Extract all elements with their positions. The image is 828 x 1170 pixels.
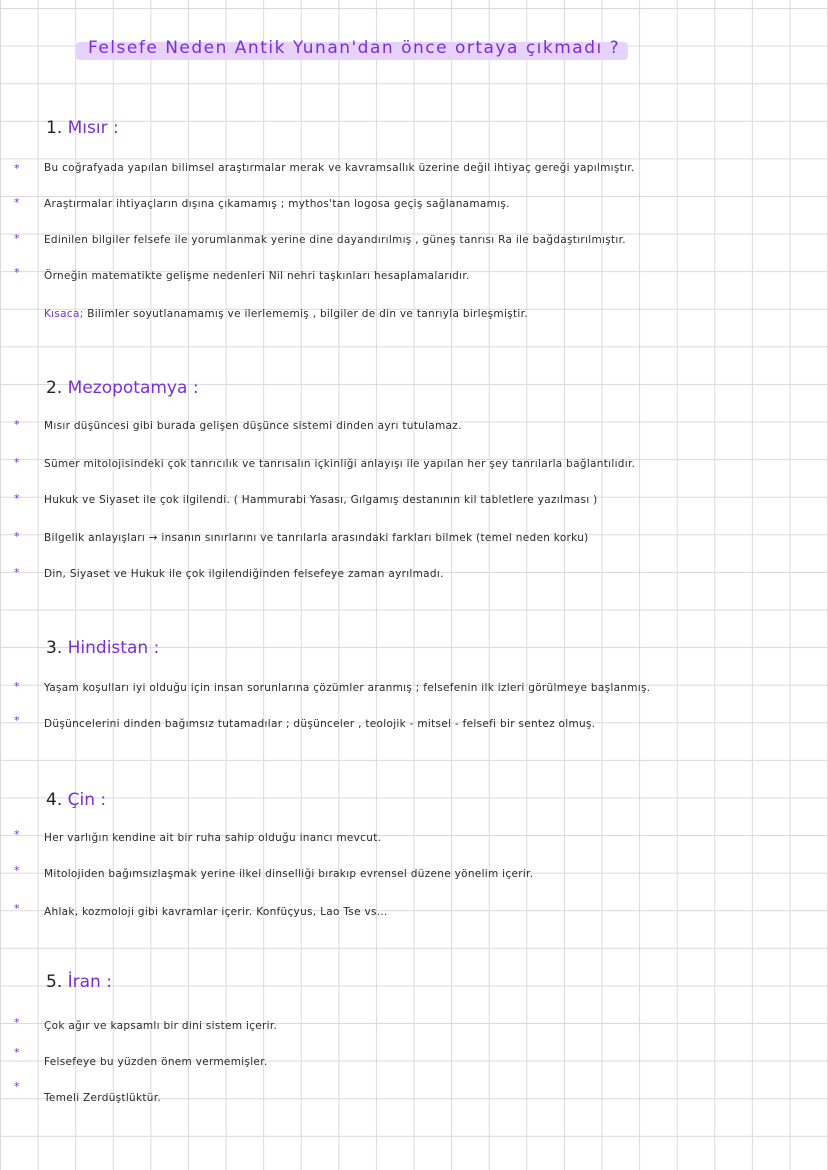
section-heading-iran xyxy=(46,972,112,992)
note-line: Yaşam koşulları iyi olduğu için insan sorunlarına çözümler aranmış ; felsefenin ilk izleri görülmeye başlanmış. xyxy=(44,682,651,694)
star-bullet-icon: * xyxy=(14,828,20,841)
star-bullet-icon: * xyxy=(14,162,20,175)
star-bullet-icon: * xyxy=(14,266,20,279)
note-line: Bu coğrafyada yapılan bilimsel araştırmalar merak ve kavramsallık üzerine değil ihtiyaç gereği yapılmıştır. xyxy=(44,162,635,174)
section-name: Mezopotamya xyxy=(67,378,188,398)
note-line: Bilgelik anlayışları → insanın sınırlarını ve tanrılarla arasındaki farkları bilmek (temel neden korku) xyxy=(44,532,589,544)
section-name: Hindistan xyxy=(67,638,149,658)
note-line: Mitolojiden bağımsızlaşmak yerine ilkel dinselliği bırakıp evrensel düzene yönelim içerir. xyxy=(44,868,534,880)
page-title: Felsefe Neden Antik Yunan'dan önce ortaya çıkmadı ? xyxy=(88,38,621,58)
star-bullet-icon: * xyxy=(14,492,20,505)
note-line: Örneğin matematikte gelişme nedenleri Nil nehri taşkınları hesaplamalarıdır. xyxy=(44,270,470,282)
note-line: Ahlak, kozmoloji gibi kavramlar içerir. Konfüçyus, Lao Tse vs... xyxy=(44,906,388,918)
star-bullet-icon: * xyxy=(14,566,20,579)
section-heading-cin xyxy=(46,790,106,810)
section-colon: : xyxy=(106,972,112,992)
note-line: Araştırmalar ihtiyaçların dışına çıkamamış ; mythos'tan logosa geçiş sağlanamamış. xyxy=(44,198,510,210)
section-heading-hindistan xyxy=(46,638,159,658)
section-colon: : xyxy=(153,638,160,658)
section-heading-misir xyxy=(46,118,119,138)
star-bullet-icon: * xyxy=(14,1046,20,1059)
section-name: Mısır xyxy=(67,118,108,138)
section-name: İran xyxy=(67,972,101,992)
summary-lead: Kısaca; xyxy=(44,308,84,320)
star-bullet-icon: * xyxy=(14,530,20,543)
page-title-block xyxy=(76,38,628,62)
star-bullet-icon: * xyxy=(14,714,20,727)
section-name: Çin xyxy=(67,790,96,810)
note-line: Mısır düşüncesi gibi burada gelişen düşünce sistemi dinden ayrı tutulamaz. xyxy=(44,420,462,432)
section-number: 2. xyxy=(46,378,63,398)
star-bullet-icon: * xyxy=(14,196,20,209)
star-bullet-icon: * xyxy=(14,232,20,245)
section-number: 1. xyxy=(46,118,63,138)
star-bullet-icon: * xyxy=(14,1016,20,1029)
summary-line xyxy=(44,308,528,320)
star-bullet-icon: * xyxy=(14,680,20,693)
note-line: Din, Siyaset ve Hukuk ile çok ilgilendiğinden felsefeye zaman ayrılmadı. xyxy=(44,568,444,580)
section-colon: : xyxy=(192,378,199,398)
section-colon: : xyxy=(113,118,119,138)
section-number: 4. xyxy=(46,790,63,810)
star-bullet-icon: * xyxy=(14,864,20,877)
note-line: Düşüncelerini dinden bağımsız tutamadılar ; düşünceler , teolojik - mitsel - felsefi bir sentez olmuş. xyxy=(44,718,596,730)
note-line: Temeli Zerdüştlüktür. xyxy=(44,1092,162,1104)
note-line: Her varlığın kendine ait bir ruha sahip olduğu inancı mevcut. xyxy=(44,832,382,844)
section-colon: : xyxy=(100,790,107,810)
note-line: Edinilen bilgiler felsefe ile yorumlanmak yerine dine dayandırılmış , güneş tanrısı Ra ile bağdaştırılmıştır. xyxy=(44,234,626,246)
summary-text: Bilimler soyutlanamamış ve ilerlememiş , bilgiler de din ve tanrıyla birleşmiştir. xyxy=(87,308,528,320)
section-number: 5. xyxy=(46,972,63,992)
star-bullet-icon: * xyxy=(14,418,20,431)
note-line: Felsefeye bu yüzden önem vermemişler. xyxy=(44,1056,268,1068)
note-line: Sümer mitolojisindeki çok tanrıcılık ve tanrısalın içkinliği anlayışı ile yapılan her şey tanrılarla bağlantılıdır. xyxy=(44,458,636,470)
section-number: 3. xyxy=(46,638,63,658)
note-line: Hukuk ve Siyaset ile çok ilgilendi. ( Hammurabi Yasası, Gılgamış destanının kil tabletlere yazılması ) xyxy=(44,494,598,506)
star-bullet-icon: * xyxy=(14,456,20,469)
star-bullet-icon: * xyxy=(14,1080,20,1093)
star-bullet-icon: * xyxy=(14,902,20,915)
section-heading-mezopotamya xyxy=(46,378,199,398)
note-line: Çok ağır ve kapsamlı bir dini sistem içerir. xyxy=(44,1020,278,1032)
